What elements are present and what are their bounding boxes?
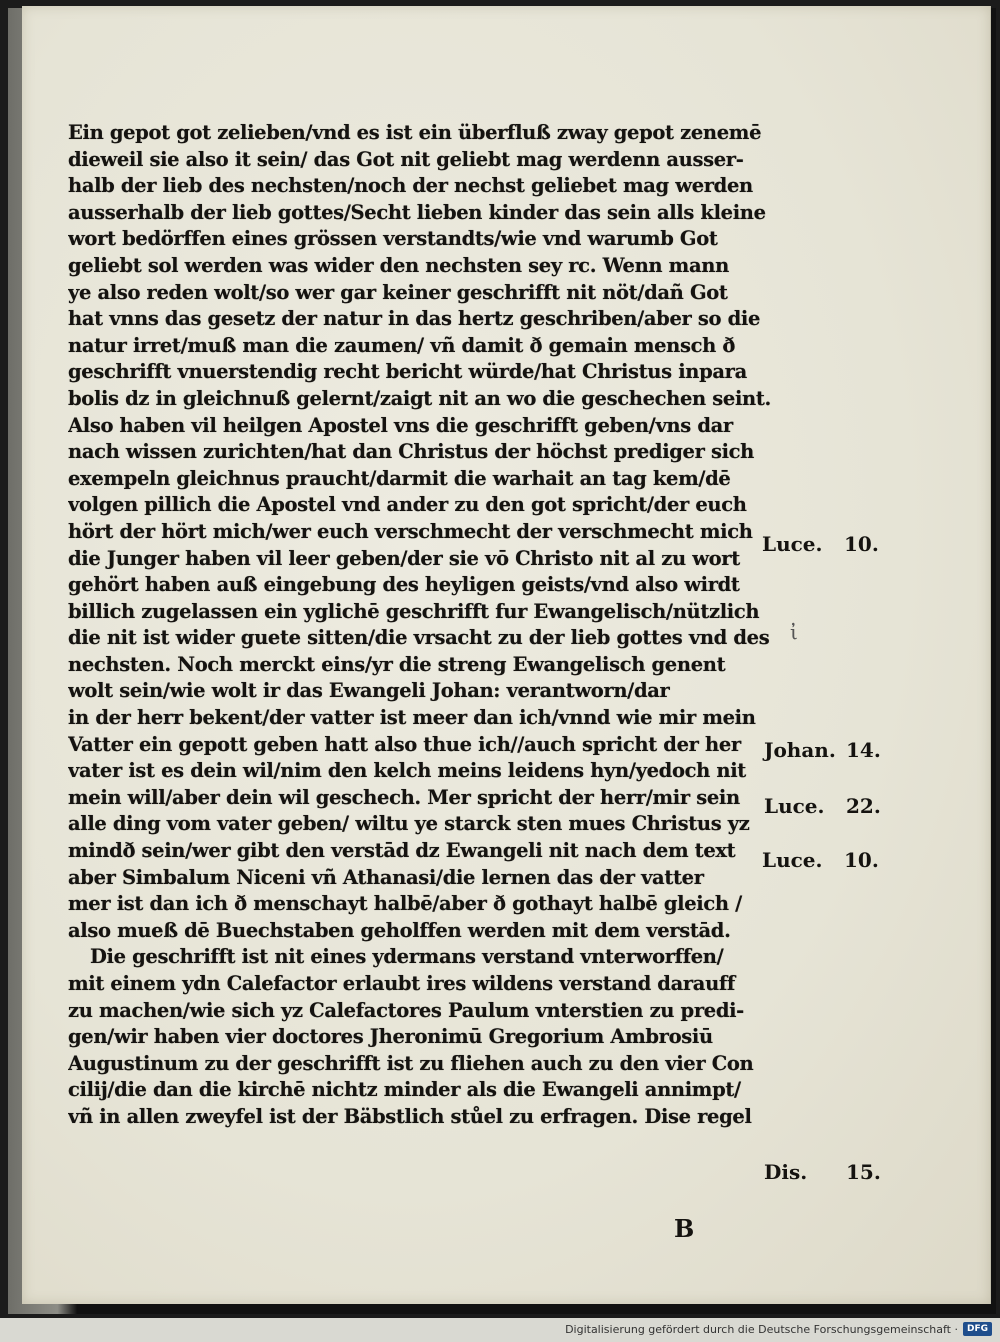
text-line: wolt sein/wie wolt ir das Ewangeli Johan: verantworn/dar: [68, 679, 670, 703]
text-line: die nit ist wider guete sitten/die vrsacht zu der lieb gottes vnd des: [68, 626, 770, 650]
text-line: bolis dz in gleichnuß gelernt/zaigt nit an wo die geschechen seint.: [68, 386, 771, 410]
text-line: cilij/die dan die kirchē nichtz minder als die Ewangeli annimpt/: [68, 1078, 741, 1102]
text-line: die Junger haben vil leer geben/der sie vō Christo nit al zu wort: [68, 546, 740, 570]
text-line: Vatter ein gepott geben hatt also thue ich//auch spricht der her: [68, 732, 741, 756]
text-line: nechsten. Noch merckt eins/yr die streng Ewangelisch genent: [68, 652, 726, 676]
dfg-logo: DFG: [963, 1322, 992, 1336]
text-line: wort bedörffen eines grössen verstandts/wie vnd warumb Got: [68, 227, 718, 251]
text-line: nach wissen zurichten/hat dan Christus der höchst prediger sich: [68, 440, 754, 464]
text-block: [68, 120, 808, 1131]
footer: [565, 1322, 992, 1336]
footer-credit: Digitalisierung gefördert durch die Deutsche Forschungsgemeinschaft ·: [565, 1322, 958, 1336]
text-line: gen/wir haben vier doctores Jheronimū Gregorium Ambrosiū: [68, 1025, 713, 1049]
text-line: geliebt sol werden was wider den nechsten sey rc. Wenn mann: [68, 253, 729, 277]
text-line: zu machen/wie sich yz Calefactores Paulum vnterstien zu predi-: [68, 998, 744, 1022]
margin-note-luce-10: Luce. 10.: [762, 532, 879, 556]
text-line: ye also reden wolt/so wer gar keiner geschrifft nit nöt/dañ Got: [68, 280, 728, 304]
text-line: mit einem ydn Calefactor erlaubt ires wildens verstand darauff: [68, 972, 735, 995]
text-line: mein will/aber dein wil geschech. Mer spricht der herr/mir sein: [68, 785, 740, 809]
text-line: Also haben vil heilgen Apostel vns die geschrifft geben/vns dar: [68, 413, 733, 437]
margin-note-johan-14: Johan. 14.: [764, 738, 881, 762]
text-line: hat vnns das gesetz der natur in das hertz geschriben/aber so die: [68, 307, 760, 331]
text-line: mer ist dan ich ð menschayt halbē/aber ð gothayt halbē gleich /: [68, 892, 742, 916]
text-line: geschrifft vnuerstendig recht bericht würde/hat Christus inpara: [68, 360, 747, 384]
margin-mark: ἰ: [790, 620, 798, 644]
text-line: vñ in allen zweyfel ist der Bäbstlich stůel zu erfragen. Dise regel: [68, 1104, 752, 1128]
book-page: [22, 6, 991, 1304]
signature-mark: B: [674, 1214, 695, 1243]
text-line: Augustinum zu der geschrifft ist zu fliehen auch zu den vier Con: [68, 1051, 754, 1075]
text-line: hört der hört mich/wer euch verschmecht der verschmecht mich: [68, 519, 753, 543]
text-line: Die geschrifft ist nit eines ydermans verstand vnterworffen/: [90, 945, 724, 969]
text-line: natur irret/muß man die zaumen/ vñ damit ð gemain mensch ð: [68, 333, 736, 357]
text-line: gehört haben auß eingebung des heyligen geists/vnd also wirdt: [68, 573, 740, 597]
margin-note-luce-10b: Luce. 10.: [762, 848, 879, 872]
text-line: Ein gepot got zelieben/vnd es ist ein überfluß zway gepot zenemē: [68, 121, 762, 144]
text-line: exempeln gleichnus praucht/darmit die warhait an tag kem/dē: [68, 466, 731, 490]
text-line: vater ist es dein wil/nim den kelch meins leidens hyn/yedoch nit: [68, 759, 746, 783]
text-line: volgen pillich die Apostel vnd ander zu den got spricht/der euch: [68, 493, 747, 517]
text-line: aber Simbalum Niceni vñ Athanasi/die lernen das der vatter: [68, 865, 704, 889]
text-line: billich zugelassen ein yglichē geschrifft fur Ewangelisch/nützlich: [68, 599, 760, 623]
text-line: halb der lieb des nechsten/noch der nechst geliebet mag werden: [68, 174, 753, 198]
text-line: also mueß dē Buechstaben geholffen werden mit dem verstād.: [68, 918, 731, 942]
text-line: in der herr bekent/der vatter ist meer dan ich/vnnd wie mir mein: [68, 706, 756, 730]
text-line: alle ding vom vater geben/ wiltu ye starck sten mues Christus yz: [68, 812, 750, 836]
text-line: mindð sein/wer gibt den verstād dz Ewangeli nit nach dem text: [68, 839, 736, 863]
margin-note-dis-15: Dis. 15.: [764, 1160, 881, 1184]
text-line: dieweil sie also it sein/ das Got nit geliebt mag werdenn ausser-: [68, 147, 744, 171]
margin-note-luce-22: Luce. 22.: [764, 794, 881, 818]
text-line: ausserhalb der lieb gottes/Secht lieben kinder das sein alls kleine: [68, 200, 766, 224]
